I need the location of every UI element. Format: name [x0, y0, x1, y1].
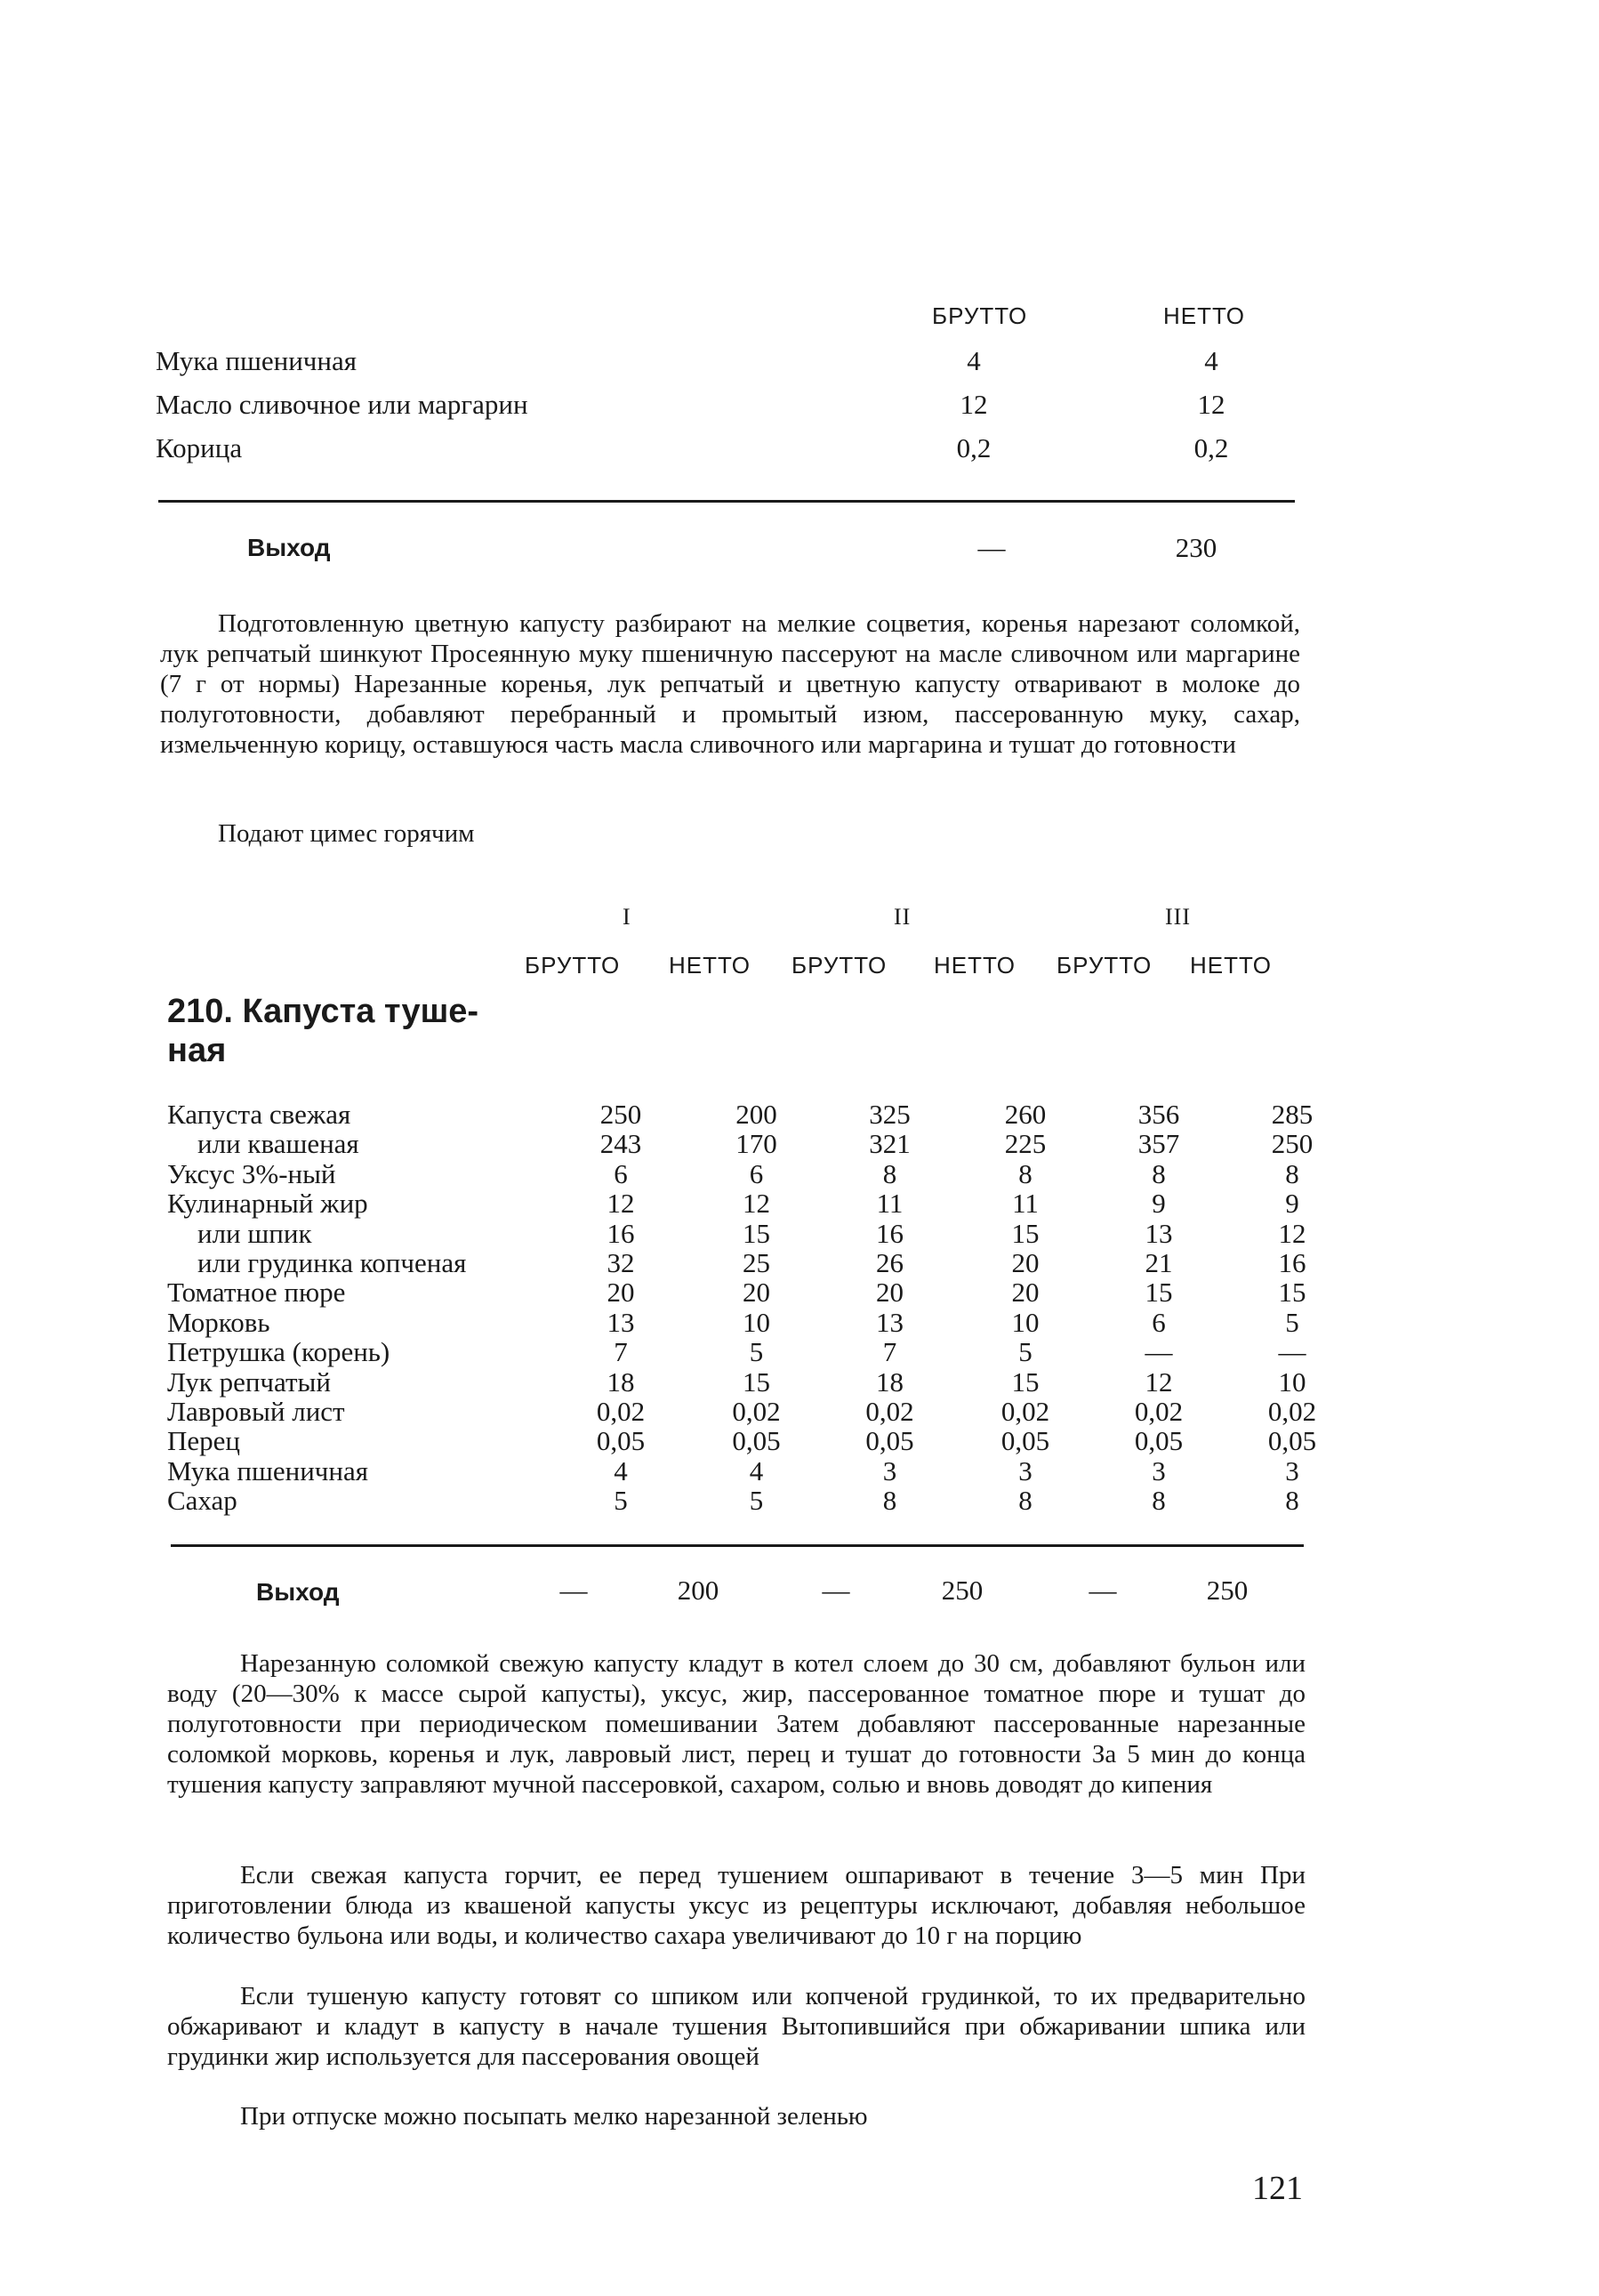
- recipe-output-label: Выход: [256, 1578, 340, 1606]
- ingredient-value: 260: [1004, 1099, 1047, 1130]
- ingredient-value: 321: [869, 1128, 911, 1160]
- top-row-brutto: 4: [967, 345, 981, 376]
- ingredient-value: 0,02: [732, 1396, 781, 1428]
- ingredient-value: 4: [614, 1454, 628, 1486]
- ingredient-value: 5: [1018, 1336, 1033, 1368]
- sub-header: БРУТТО: [525, 952, 621, 979]
- ingredient-value: 15: [1011, 1217, 1040, 1249]
- group-header-3: III: [1165, 904, 1191, 930]
- top-header-brutto: БРУТТО: [932, 302, 1028, 329]
- sub-header: НЕТТО: [669, 952, 751, 979]
- ingredient-value: 9: [1285, 1188, 1299, 1220]
- ingredient-value: 0,05: [732, 1425, 781, 1457]
- ingredient-value: 8: [882, 1157, 897, 1189]
- ingredient-value: 5: [749, 1485, 764, 1517]
- ingredient-name: Лук репчатый: [167, 1366, 331, 1398]
- top-row-name: Масло сливочное или маргарин: [156, 389, 528, 420]
- top-output-netto: 230: [1175, 532, 1217, 563]
- ingredient-value: 10: [1011, 1306, 1040, 1338]
- recipe-output-value: 200: [677, 1575, 719, 1606]
- ingredient-value: 3: [1152, 1454, 1166, 1486]
- ingredient-value: 9: [1152, 1188, 1166, 1220]
- ingredient-value: 20: [743, 1277, 770, 1309]
- ingredient-row: [167, 1100, 1359, 1129]
- sub-header: НЕТТО: [934, 952, 1016, 979]
- ingredient-value: 0,05: [596, 1425, 646, 1457]
- ingredient-value: 200: [735, 1099, 777, 1130]
- ingredient-value: 7: [882, 1336, 897, 1368]
- ingredient-value: 3: [882, 1454, 897, 1486]
- ingredient-row: [167, 1248, 1359, 1277]
- ingredient-value: 8: [1152, 1157, 1166, 1189]
- ingredient-value: 13: [607, 1306, 635, 1338]
- ingredient-value: 12: [1278, 1217, 1306, 1249]
- ingredient-value: 15: [1011, 1366, 1040, 1398]
- ingredient-row: [167, 1337, 1359, 1366]
- ingredient-value: 5: [1285, 1306, 1299, 1338]
- ingredient-value: 3: [1018, 1454, 1033, 1486]
- ingredient-value: 21: [1145, 1247, 1173, 1279]
- ingredient-row: [167, 1426, 1359, 1455]
- ingredient-value: 250: [599, 1099, 642, 1130]
- ingredient-value: 0,05: [1267, 1425, 1317, 1457]
- ingredient-value: 285: [1271, 1099, 1314, 1130]
- ingredient-value: 243: [599, 1128, 642, 1160]
- smoked-bacon-note: Если тушеную капусту готовят со шпиком или копченой грудинкой, то их предварительно обжаривают и кладут в капусту в начале тушения Вытопившийся при обжаривании шпика или грудинки жир используется для пассерования овощей: [167, 1982, 1306, 2071]
- ingredient-name: Петрушка (корень): [167, 1336, 390, 1368]
- recipe-output-value: —: [559, 1575, 588, 1606]
- top-output-label: Выход: [247, 534, 331, 561]
- ingredient-value: 7: [614, 1336, 628, 1368]
- preparation-text-cimes: Подготовленную цветную капусту разбирают на мелкие соцветия, коренья нарезают соломкой, лук репчатый шинкуют Просеянную муку пшеничную пассеруют на масле сливочном или маргарине (7 г от нормы) Нарезанные коренья, лук репчатый и цветную капусту отваривают в молоке до полуготовности, добавляют перебранный и промытый изюм, пассерованную муку, сахар, измельченную корицу, оставшуюся часть масла сливочного или маргарина и тушат до готовности: [160, 609, 1300, 759]
- ingredient-name: или грудинка копченая: [197, 1247, 467, 1279]
- ingredient-value: 16: [607, 1217, 635, 1249]
- sub-header: БРУТТО: [791, 952, 888, 979]
- ingredient-value: 8: [1152, 1485, 1166, 1517]
- ingredient-row: [167, 1456, 1359, 1486]
- ingredient-value: 8: [1018, 1485, 1033, 1517]
- serving-note: Подают цимес горячим: [218, 819, 475, 848]
- top-row-netto: 4: [1204, 345, 1218, 376]
- ingredient-value: 356: [1137, 1099, 1180, 1130]
- ingredient-name: или квашеная: [197, 1128, 359, 1160]
- ingredient-name: Мука пшеничная: [167, 1454, 368, 1486]
- sub-header: НЕТТО: [1190, 952, 1272, 979]
- cooking-instructions: Нарезанную соломкой свежую капусту кладут в котел слоем до 30 см, добавляют бульон или воду (20—30% к массе сырой капусты), уксус, жир, пассерованное томатное пюре и тушат до полуготовности при периодическом помешивании Затем добавляют пассерованные нарезанные соломкой морковь, коренья и лук, лавровый лист, перец и тушат до готовности За 5 мин до конца тушения капусту заправляют мучной пассеровкой, сахаром, солью и вновь доводят до кипения: [167, 1649, 1306, 1799]
- recipe-output-value: 250: [1206, 1575, 1249, 1606]
- ingredient-value: 225: [1004, 1128, 1047, 1160]
- ingredient-value: 15: [1145, 1277, 1173, 1309]
- ingredient-value: 15: [1278, 1277, 1306, 1309]
- ingredient-value: 11: [1012, 1188, 1039, 1220]
- ingredient-value: 4: [749, 1454, 764, 1486]
- ingredient-name: Морковь: [167, 1306, 270, 1338]
- ingredient-value: 6: [614, 1157, 628, 1189]
- ingredient-value: 13: [1145, 1217, 1173, 1249]
- ingredient-name: Перец: [167, 1425, 240, 1457]
- top-row-netto: 0,2: [1193, 432, 1229, 463]
- ingredient-value: 0,02: [1000, 1396, 1050, 1428]
- ingredient-name: Уксус 3%-ный: [167, 1157, 336, 1189]
- ingredient-value: 250: [1271, 1128, 1314, 1160]
- top-row-brutto: 12: [960, 389, 988, 420]
- ingredient-name: или шпик: [197, 1217, 312, 1249]
- ingredient-value: 20: [876, 1277, 904, 1309]
- ingredient-value: 18: [607, 1366, 635, 1398]
- ingredient-value: 20: [1011, 1277, 1040, 1309]
- ingredient-row: [167, 1219, 1359, 1248]
- ingredient-value: 0,05: [865, 1425, 914, 1457]
- recipe-title-cont: ная: [167, 1032, 227, 1069]
- ingredient-value: —: [1145, 1336, 1173, 1368]
- ingredient-value: —: [1278, 1336, 1306, 1368]
- ingredient-value: 8: [882, 1485, 897, 1517]
- ingredient-value: 0,02: [596, 1396, 646, 1428]
- ingredient-value: 20: [607, 1277, 635, 1309]
- ingredient-name: Кулинарный жир: [167, 1188, 368, 1220]
- ingredient-value: 170: [735, 1128, 777, 1160]
- ingredient-value: 5: [614, 1485, 628, 1517]
- recipe-title: 210. Капуста туше-: [167, 993, 479, 1030]
- bitter-cabbage-note: Если свежая капуста горчит, ее перед тушением ошпаривают в течение 3—5 мин При приготовлении блюда из квашеной капусты уксус из рецептуры исключают, добавляя небольшое количество бульона или воды, и количество сахара увеличивают до 10 г на порцию: [167, 1861, 1306, 1950]
- ingredient-value: 325: [869, 1099, 911, 1130]
- ingredient-value: 0,02: [1134, 1396, 1184, 1428]
- ingredient-value: 18: [876, 1366, 904, 1398]
- top-table-divider: [158, 500, 1295, 503]
- ingredient-value: 16: [876, 1217, 904, 1249]
- ingredient-value: 0,05: [1000, 1425, 1050, 1457]
- sub-header: БРУТТО: [1057, 952, 1153, 979]
- top-row-name: Мука пшеничная: [156, 345, 357, 376]
- ingredient-value: 10: [1278, 1366, 1306, 1398]
- ingredient-value: 13: [876, 1306, 904, 1338]
- ingredient-row: [167, 1308, 1359, 1337]
- ingredient-value: 6: [749, 1157, 764, 1189]
- ingredient-value: 8: [1285, 1157, 1299, 1189]
- top-row-netto: 12: [1197, 389, 1225, 420]
- ingredient-value: 8: [1018, 1157, 1033, 1189]
- group-header-2: II: [894, 904, 912, 930]
- ingredient-value: 11: [876, 1188, 904, 1220]
- top-header-netto: НЕТТО: [1163, 302, 1245, 329]
- ingredient-value: 25: [743, 1247, 770, 1279]
- ingredient-value: 0,02: [865, 1396, 914, 1428]
- ingredient-value: 32: [607, 1247, 635, 1279]
- ingredient-row: [167, 1188, 1359, 1218]
- ingredient-value: 15: [743, 1217, 770, 1249]
- ingredient-row: [167, 1129, 1359, 1158]
- ingredient-name: Томатное пюре: [167, 1277, 346, 1309]
- ingredient-value: 5: [749, 1336, 764, 1368]
- ingredient-row: [167, 1159, 1359, 1188]
- ingredient-value: 12: [743, 1188, 770, 1220]
- serving-garnish-note: При отпуске можно посыпать мелко нарезанной зеленью: [240, 2102, 868, 2131]
- ingredient-value: 8: [1285, 1485, 1299, 1517]
- page-number: 121: [1252, 2170, 1303, 2207]
- ingredient-value: 0,05: [1134, 1425, 1184, 1457]
- recipe-table-divider: [171, 1544, 1304, 1547]
- ingredient-value: 3: [1285, 1454, 1299, 1486]
- ingredient-value: 357: [1137, 1128, 1180, 1160]
- ingredient-name: Лавровый лист: [167, 1396, 345, 1428]
- ingredient-value: 16: [1278, 1247, 1306, 1279]
- ingredient-value: 6: [1152, 1306, 1166, 1338]
- ingredient-name: Капуста свежая: [167, 1099, 351, 1130]
- recipe-output-value: 250: [941, 1575, 984, 1606]
- ingredient-value: 0,02: [1267, 1396, 1317, 1428]
- ingredient-value: 26: [876, 1247, 904, 1279]
- top-output-brutto: —: [977, 532, 1006, 563]
- ingredient-value: 15: [743, 1366, 770, 1398]
- ingredient-value: 12: [607, 1188, 635, 1220]
- ingredient-value: 20: [1011, 1247, 1040, 1279]
- group-header-1: I: [623, 904, 631, 930]
- top-row-name: Корица: [156, 432, 243, 463]
- ingredient-value: 10: [743, 1306, 770, 1338]
- ingredients-table: [167, 1100, 1359, 1516]
- ingredient-name: Сахар: [167, 1485, 237, 1517]
- ingredient-row: [167, 1277, 1359, 1307]
- ingredient-row: [167, 1397, 1359, 1426]
- recipe-output-value: —: [822, 1575, 850, 1606]
- ingredient-value: 12: [1145, 1366, 1173, 1398]
- ingredient-row: [167, 1367, 1359, 1397]
- recipe-output-value: —: [1089, 1575, 1117, 1606]
- ingredient-row: [167, 1486, 1359, 1515]
- top-row-brutto: 0,2: [956, 432, 992, 463]
